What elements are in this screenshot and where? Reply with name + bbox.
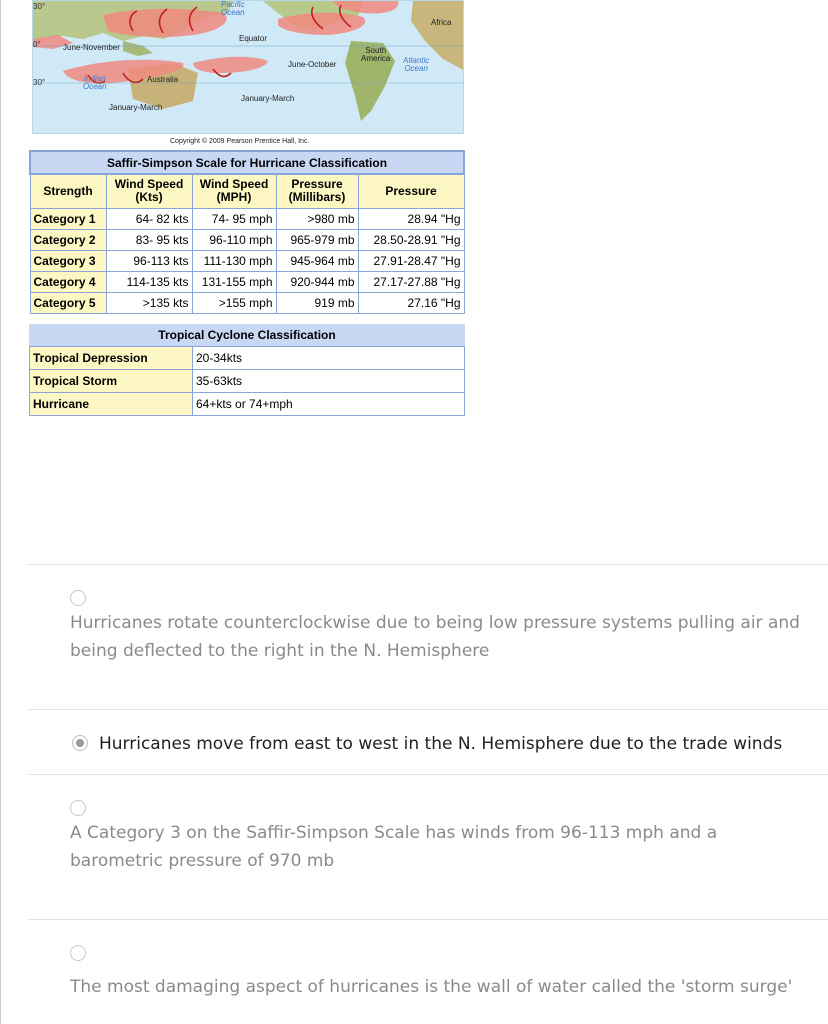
option-divider: [28, 564, 828, 565]
option-text[interactable]: A Category 3 on the Saffir-Simpson Scale has winds from 96-113 mph and a barometric pressure of 970 mb: [70, 823, 718, 871]
table-row: [30, 347, 465, 370]
storm-band-south-pacific: [193, 57, 268, 73]
pressure-hg-cell: 27.91-28.47 "Hg: [358, 250, 464, 271]
pressure-hg-cell: 27.16 "Hg: [358, 292, 464, 313]
january-march-label-indian: January-March: [109, 103, 163, 112]
option-divider: [28, 919, 828, 920]
category-cell: Category 2: [30, 229, 106, 250]
map-copyright: Copyright © 2009 Pearson Prentice Hall, Inc.: [170, 138, 310, 145]
pressure-mb-cell: >980 mb: [276, 208, 358, 229]
category-cell: Category 1: [30, 208, 106, 229]
wind-kts-cell: 114-135 kts: [106, 271, 192, 292]
table-row: [30, 208, 464, 229]
pressure-mb-cell: 965-979 mb: [276, 229, 358, 250]
tropical-cyclone-table: [29, 346, 465, 416]
table-row: [30, 370, 465, 393]
lat-label-0: 0°: [33, 40, 41, 49]
wind-kts-cell: 83- 95 kts: [106, 229, 192, 250]
equator-label: Equator: [239, 34, 268, 43]
indian-ocean-label: Indian Ocean: [83, 74, 107, 91]
classification-value: 20-34kts: [193, 347, 465, 370]
lat-label-30n: 30°: [33, 2, 46, 11]
atlantic-ocean-label: Atlantic Ocean: [403, 56, 430, 73]
africa-label: Africa: [431, 18, 452, 27]
category-cell: Category 3: [30, 250, 106, 271]
table-row: [30, 292, 464, 313]
wind-kts-cell: >135 kts: [106, 292, 192, 313]
wind-mph-cell: 111-130 mph: [192, 250, 276, 271]
pressure-mb-cell: 919 mb: [276, 292, 358, 313]
june-october-label: June-October: [288, 60, 337, 69]
south-america-label: South America: [361, 46, 391, 63]
hurricane-region-map: [32, 0, 464, 134]
option-divider: [28, 774, 828, 775]
table-row: [30, 271, 464, 292]
left-border: [0, 0, 1, 1024]
pacific-ocean-label: Pacific Ocean: [221, 0, 245, 17]
radio-button[interactable]: [70, 590, 86, 606]
tropical-cyclone-title: Tropical Cyclone Classification: [29, 324, 465, 346]
radio-button-selected[interactable]: [72, 735, 88, 751]
wind-mph-cell: 131-155 mph: [192, 271, 276, 292]
wind-mph-cell: 74- 95 mph: [192, 208, 276, 229]
header-pressure-millibars: Pressure (Millibars): [276, 174, 358, 208]
classification-value: 35-63kts: [193, 370, 465, 393]
pressure-mb-cell: 945-964 mb: [276, 250, 358, 271]
classification-name: Tropical Storm: [30, 370, 193, 393]
wind-mph-cell: 96-110 mph: [192, 229, 276, 250]
header-wind-speed-mph: Wind Speed (MPH): [192, 174, 276, 208]
table-row: [30, 229, 464, 250]
wind-mph-cell: >155 mph: [192, 292, 276, 313]
table-row: [30, 393, 465, 416]
june-november-label: June-November: [63, 43, 120, 52]
category-cell: Category 4: [30, 271, 106, 292]
lat-label-30s: 30°: [33, 78, 46, 87]
classification-name: Hurricane: [30, 393, 193, 416]
header-strength: Strength: [30, 174, 106, 208]
category-cell: Category 5: [30, 292, 106, 313]
pressure-hg-cell: 27.17-27.88 "Hg: [358, 271, 464, 292]
radio-button[interactable]: [70, 800, 86, 816]
storm-band-east-pacific: [278, 13, 365, 35]
classification-name: Tropical Depression: [30, 347, 193, 370]
option-text[interactable]: The most damaging aspect of hurricanes is the wall of water called the 'storm surge': [70, 977, 793, 997]
australia-label: Australia: [147, 75, 179, 84]
pressure-hg-cell: 28.50-28.91 "Hg: [358, 229, 464, 250]
option-divider: [28, 709, 828, 710]
map-graphic: [33, 1, 464, 134]
saffir-simpson-table: [29, 150, 465, 314]
header-wind-speed-kts: Wind Speed (Kts): [106, 174, 192, 208]
wind-kts-cell: 64- 82 kts: [106, 208, 192, 229]
land-southeast-asia: [123, 41, 153, 56]
pressure-hg-cell: 28.94 "Hg: [358, 208, 464, 229]
january-march-label-pacific: January-March: [241, 94, 295, 103]
saffir-simpson-title: Saffir-Simpson Scale for Hurricane Classification: [30, 151, 464, 174]
radio-button[interactable]: [70, 945, 86, 961]
header-pressure-hg: Pressure: [358, 174, 464, 208]
option-text[interactable]: Hurricanes rotate counterclockwise due to being low pressure systems pulling air and being deflected to the right in the N. Hemisphere: [70, 613, 800, 661]
pressure-mb-cell: 920-944 mb: [276, 271, 358, 292]
option-text[interactable]: Hurricanes move from east to west in the N. Hemisphere due to the trade winds: [99, 734, 783, 754]
storm-band-west-pacific: [103, 9, 227, 37]
classification-value: 64+kts or 74+mph: [193, 393, 465, 416]
wind-kts-cell: 96-113 kts: [106, 250, 192, 271]
table-row: [30, 250, 464, 271]
